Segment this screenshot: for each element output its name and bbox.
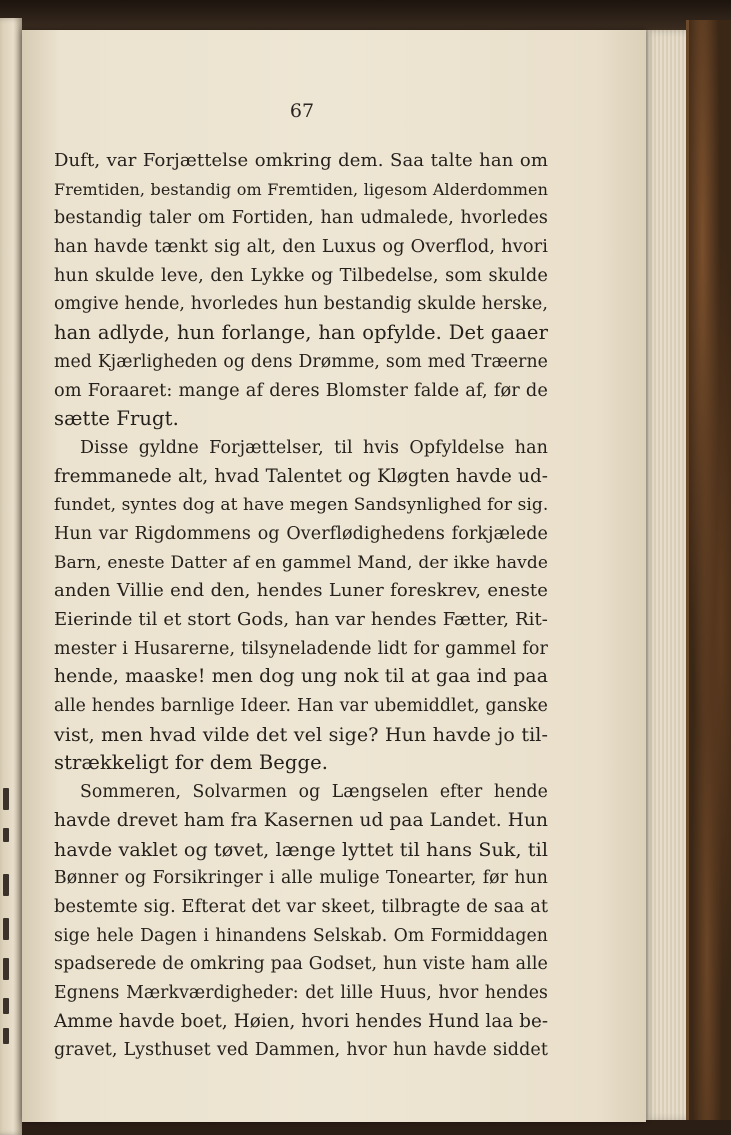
text-line: han havde tænkt sig alt, den Luxus og Overflod, hvori [54,237,548,258]
text-line: Disse gyldne Forjættelser, til hvis Opfyldelse han [80,437,548,458]
facing-page-glyph [3,918,9,940]
text-line: mester i Husarerne, tilsyneladende lidt for gammel for [54,638,548,659]
facing-page-glyph [3,788,9,810]
facing-page-glyph [3,1028,9,1044]
text-line: om Foraaret: mange af deres Blomster falde af, før de [54,380,548,401]
text-line: bestemte sig. Efterat det var skeet, tilbragte de saa at [54,896,549,917]
facing-page-glyph [3,998,9,1014]
facing-page-glyph [3,828,9,842]
book-page [22,30,646,1122]
facing-page-glyph [3,874,9,896]
text-line: sige hele Dagen i hinandens Selskab. Om Formiddagen [54,925,548,946]
text-line: sætte Frugt. [54,407,179,431]
marbled-cover-board [686,20,731,1120]
text-line: Sommeren, Solvarmen og Længselen efter hende [80,782,548,803]
text-line: hun skulde leve, den Lykke og Tilbedelse, som skulde [54,265,548,286]
text-line: spadserede de omkring paa Godset, hun viste ham alle [54,954,548,975]
text-line: Bønner og Forsikringer i alle mulige Tonearter, før hun [54,868,548,889]
text-line: Egnens Mærkværdigheder: det lille Huus, hvor hendes [54,982,548,1003]
text-line: Fremtiden, bestandig om Fremtiden, ligesom Alderdommen [54,179,548,199]
text-line: fremmanede alt, hvad Talentet og Kløgten havde ud- [54,465,548,487]
facing-page-glyph [3,958,9,980]
text-line: bestandig taler om Fortiden, han udmalede, hvorledes [54,208,548,229]
text-line: vist, men hvad vilde det vel sige? Hun havde jo til- [54,723,548,746]
text-line: Barn, eneste Datter af en gammel Mand, der ikke havde [54,552,548,573]
text-line: havde drevet ham fra Kasernen ud paa Landet. Hun [54,809,548,831]
text-line: hende, maaske! men dog ung nok til at gaa ind paa [54,666,548,688]
facing-page-edge [0,18,22,1135]
text-line: med Kjærligheden og dens Drømme, som med Træerne [54,351,548,372]
text-line: strækkeligt for dem Begge. [54,751,329,775]
text-line: omgive hende, hvorledes hun bestandig skulde herske, [54,294,548,315]
text-line: gravet, Lysthuset ved Dammen, hvor hun havde siddet [54,1040,548,1061]
page-fore-edge [644,30,688,1120]
text-line: han adlyde, hun forlange, han opfylde. Det gaaer [54,321,548,345]
text-line: Amme havde boet, Høien, hvori hendes Hund laa be- [54,1010,549,1032]
body-text [54,147,548,1065]
text-line: alle hendes barnlige Ideer. Han var ubemiddlet, ganske [54,696,548,717]
page-number: 67 [289,100,315,122]
book-top-edge [0,0,731,30]
text-line: fundet, syntes dog at have megen Sandsynlighed for sig. [54,495,549,516]
text-line: Duft, var Forjættelse omkring dem. Saa talte han om [54,150,548,171]
text-line: anden Villie end den, hendes Luner foreskrev, eneste [54,580,548,602]
text-line: Hun var Rigdommens og Overflødighedens forkjælede [54,523,548,544]
text-line: havde vaklet og tøvet, længe lyttet til hans Suk, til [54,838,548,861]
text-line: Eierinde til et stort Gods, han var hendes Fætter, Rit- [54,609,548,630]
